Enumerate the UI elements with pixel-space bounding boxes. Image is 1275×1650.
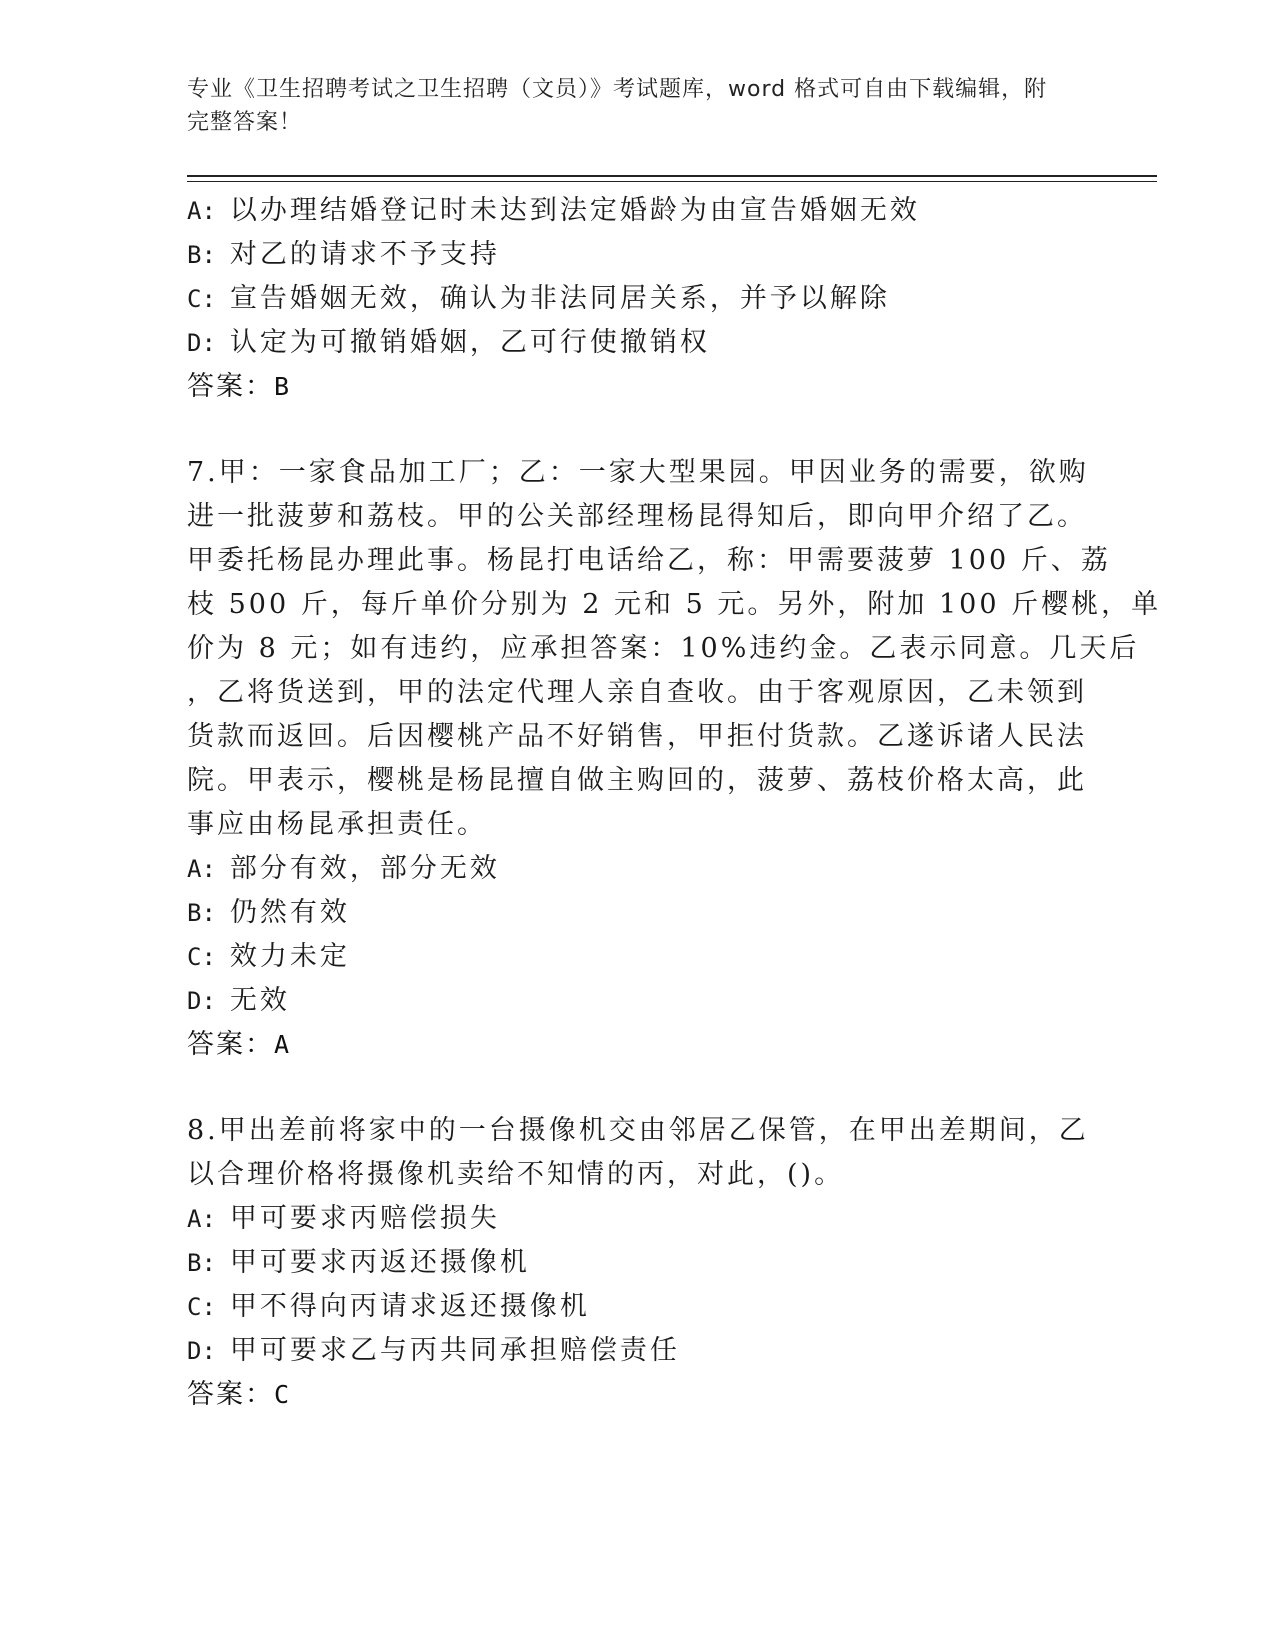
q7-answer <box>187 1022 291 1061</box>
option-text: 无效 <box>229 985 290 1016</box>
q7-stem-line: 货款而返回。后因樱桃产品不好销售，甲拒付货款。乙遂诉诸人民法 <box>187 721 1087 752</box>
answer-value: B <box>274 372 292 401</box>
option-text: 甲不得向丙请求返还摄像机 <box>229 1291 590 1322</box>
q6-option-a <box>187 188 920 227</box>
option-text: 仍然有效 <box>229 897 350 928</box>
option-key: A: <box>187 855 216 883</box>
option-key: A: <box>187 1205 216 1233</box>
option-text: 对乙的请求不予支持 <box>229 239 500 270</box>
q6-option-b <box>187 232 500 271</box>
q8-answer <box>187 1372 291 1411</box>
document-header-note: 专业《卫生招聘考试之卫生招聘（文员）》考试题库，word 格式可自由下载编辑，附完整答案！ <box>187 77 1048 135</box>
header-divider-thin <box>187 181 1157 182</box>
q8-stem-line: 8.甲出差前将家中的一台摄像机交由邻居乙保管，在甲出差期间，乙 <box>187 1115 1089 1146</box>
option-key: D: <box>187 329 216 357</box>
q8-option-b <box>187 1240 530 1279</box>
option-key: D: <box>187 1337 216 1365</box>
q7-stem-line: 院。甲表示，樱桃是杨昆擅自做主购回的，菠萝、荔枝价格太高，此 <box>187 765 1087 796</box>
option-text: 甲可要求丙赔偿损失 <box>229 1203 500 1234</box>
option-key: C: <box>187 1293 216 1321</box>
q7-option-b <box>187 890 350 929</box>
q7-option-a <box>187 846 500 885</box>
answer-label: 答案： <box>187 371 274 402</box>
q7-stem-line: 枝 500 斤，每斤单价分别为 2 元和 5 元。另外，附加 100 斤樱桃，单 <box>187 589 1162 620</box>
answer-value: A <box>274 1030 292 1059</box>
q7-stem-line: 甲委托杨昆办理此事。杨昆打电话给乙，称：甲需要菠萝 100 斤、荔 <box>187 545 1111 576</box>
option-text: 宣告婚姻无效，确认为非法同居关系，并予以解除 <box>229 283 890 314</box>
option-text: 甲可要求丙返还摄像机 <box>229 1247 530 1278</box>
q7-stem-line: 价为 8 元；如有违约，应承担答案：10%违约金。乙表示同意。几天后 <box>187 633 1140 664</box>
option-text: 以办理结婚登记时未达到法定婚龄为由宣告婚姻无效 <box>229 195 920 226</box>
q8-stem-line: 以合理价格将摄像机卖给不知情的丙，对此，()。 <box>187 1159 845 1190</box>
q7-stem-line: 7.甲：一家食品加工厂；乙：一家大型果园。甲因业务的需要，欲购 <box>187 457 1089 488</box>
option-key: C: <box>187 285 216 313</box>
q8-option-d <box>187 1328 680 1367</box>
option-key: B: <box>187 1249 216 1277</box>
q7-option-c <box>187 934 350 973</box>
option-key: B: <box>187 899 216 927</box>
option-text: 认定为可撤销婚姻，乙可行使撤销权 <box>229 327 710 358</box>
option-key: B: <box>187 241 216 269</box>
option-text: 效力未定 <box>229 941 350 972</box>
q7-stem-line: 进一批菠萝和荔枝。甲的公关部经理杨昆得知后，即向甲介绍了乙。 <box>187 501 1087 532</box>
q7-stem-line: 事应由杨昆承担责任。 <box>187 809 487 840</box>
option-text: 甲可要求乙与丙共同承担赔偿责任 <box>229 1335 680 1366</box>
q6-option-d <box>187 320 710 359</box>
header-divider <box>187 175 1157 177</box>
answer-label: 答案： <box>187 1379 274 1410</box>
q6-option-c <box>187 276 890 315</box>
answer-value: C <box>274 1380 292 1409</box>
option-key: C: <box>187 943 216 971</box>
option-text: 部分有效，部分无效 <box>229 853 500 884</box>
option-key: A: <box>187 197 216 225</box>
q7-stem-line: ，乙将货送到，甲的法定代理人亲自查收。由于客观原因，乙未领到 <box>187 677 1087 708</box>
option-key: D: <box>187 987 216 1015</box>
q6-answer <box>187 364 291 403</box>
answer-label: 答案： <box>187 1029 274 1060</box>
q7-option-d <box>187 978 290 1017</box>
q8-option-a <box>187 1196 500 1235</box>
q8-option-c <box>187 1284 590 1323</box>
